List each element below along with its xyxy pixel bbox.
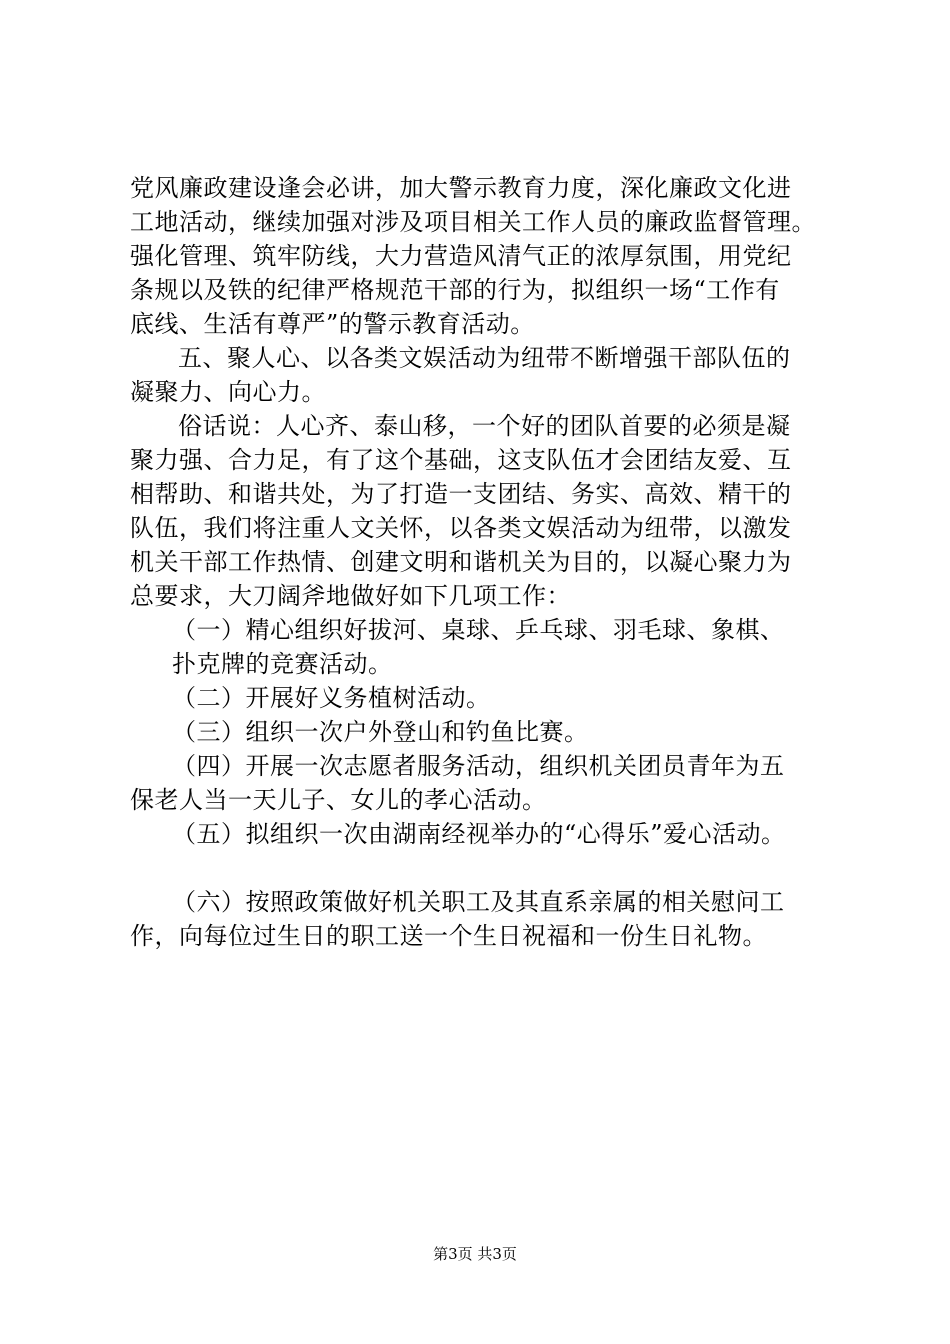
text-line: 机关干部工作热情、创建文明和谐机关为目的，以凝心聚力为 (130, 548, 792, 576)
section-heading-continued: 凝聚力、向心力。 (130, 378, 326, 406)
paragraph-start: 俗话说：人心齐、泰山移，一个好的团队首要的必须是凝 (178, 412, 791, 440)
text-line: 条规以及铁的纪律严格规范干部的行为，拟组织一场“工作有 (130, 276, 780, 304)
text-line: 强化管理、筑牢防线，大力营造风清气正的浓厚氛围，用党纪 (130, 242, 792, 270)
text-line: 底线、生活有尊严”的警示教育活动。 (130, 310, 535, 338)
list-item-4: （四）开展一次志愿者服务活动，组织机关团员青年为五 (172, 752, 785, 780)
list-item-1: （一）精心组织好拔河、桌球、乒乓球、羽毛球、象棋、 (172, 616, 785, 644)
page-footer (0, 1242, 950, 1266)
list-item-6-continued: 作，向每位过生日的职工送一个生日祝福和一份生日礼物。 (130, 922, 767, 950)
list-item-5: （五）拟组织一次由湖南经视举办的“心得乐”爱心活动。 (172, 820, 786, 848)
section-heading: 五、聚人心、以各类文娱活动为纽带不断增强干部队伍的 (178, 344, 791, 372)
list-item-1-continued: 扑克牌的竞赛活动。 (172, 650, 393, 678)
page-number: 第3页 共3页 (433, 1245, 517, 1263)
list-item-6: （六）按照政策做好机关职工及其直系亲属的相关慰问工 (172, 888, 785, 916)
list-item-2: （二）开展好义务植树活动。 (172, 684, 491, 712)
document-body (130, 171, 870, 953)
text-line: 党风廉政建设逢会必讲，加大警示教育力度，深化廉政文化进 (130, 174, 792, 202)
blank-line (130, 851, 870, 885)
list-item-4-continued: 保老人当一天儿子、女儿的孝心活动。 (130, 786, 547, 814)
text-line: 队伍，我们将注重人文关怀，以各类文娱活动为纽带，以激发 (130, 514, 792, 542)
text-line: 工地活动，继续加强对涉及项目相关工作人员的廉政监督管理。 (130, 208, 816, 236)
text-line: 聚力强、合力足，有了这个基础，这支队伍才会团结友爱、互 (130, 446, 792, 474)
text-line: 总要求，大刀阔斧地做好如下几项工作： (130, 582, 571, 610)
text-line: 相帮助、和谐共处，为了打造一支团结、务实、高效、精干的 (130, 480, 792, 508)
list-item-3: （三）组织一次户外登山和钓鱼比赛。 (172, 718, 589, 746)
